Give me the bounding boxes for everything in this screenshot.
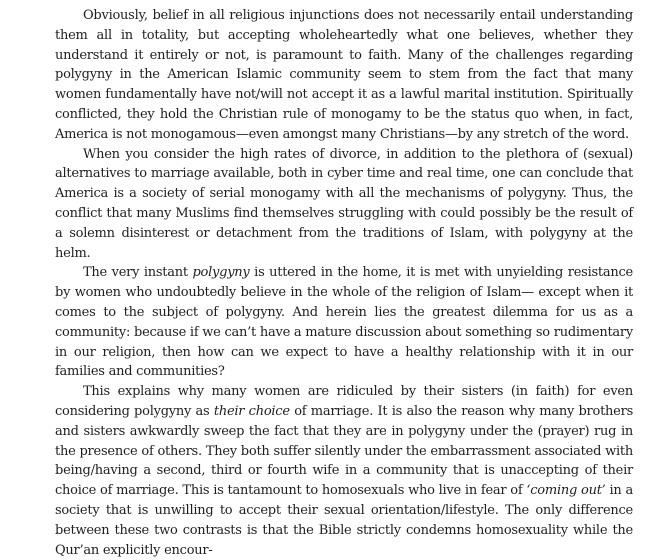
paragraph-text: is uttered in the home, it is met with unyielding resistance by women who undoubtedly believe in the whole of the religion of Islam— except when it comes to the subject of polygyny. And herein lies the greatest dilemma for us as a community: because if we can’t have a mature discussion about something so rudimentary in our religion, then how can we expect to have a healthy relationship with it in our families and communities? [55,265,633,380]
italic-term: ‘coming out’ [526,483,606,499]
paragraph-3 [55,263,633,382]
paragraph-text: The very instant [83,265,193,281]
paragraph-1 [55,6,633,145]
paragraph-text: in a society that is unwilling to accept their sexual orientation/lifestyle. The only difference between these two contrasts is that the Bible strictly condemns homosexuality while the Qur’an explicitly encour- [55,483,633,558]
italic-term: their choice [213,403,290,419]
paragraph-2 [55,145,633,264]
paragraph-4 [55,382,633,560]
paragraph-text: Obviously, belief in all religious injunctions does not necessarily entail understanding them all in totality, but accepting wholeheartedly what one believes, whether they understand it entirely or not, is paramount to faith. Many of the challenges regarding polygyny in the American Islamic community seem to stem from the fact that many women fundamentally have not/will not accept it as a lawful marital institution. Spiritually conflicted, they hold the Christian rule of monogamy to be the status quo when, in fact, America is not monogamous—even amongst many Christians—by any stretch of the word. [55,8,633,142]
italic-term: polygyny [192,265,250,281]
paragraph-text: of marriage. It is also the reason why many brothers and sisters awkwardly sweep the fact that they are in polygyny under the (prayer) rug in the presence of others. They both suffer silently under the embarrassment associated with being/having a second, third or fourth wife in a community that is unaccepting of their choice of marriage. This is tantamount to homosexuals who live in fear of [55,403,633,499]
paragraph-text: When you consider the high rates of divorce, in addition to the plethora of (sexual) alternatives to marriage available, both in cyber time and real time, one can conclude that America is a society of serial monogamy with all the mechanisms of polygyny. Thus, the conflict that many Muslims find themselves struggling with could possibly be the result of a solemn disinterest or detachment from the traditions of Islam, with polygyny at the helm. [55,146,633,261]
paragraph-text: This explains why many women are ridiculed by their sisters (in faith) for even considering polygyny as [55,384,633,419]
